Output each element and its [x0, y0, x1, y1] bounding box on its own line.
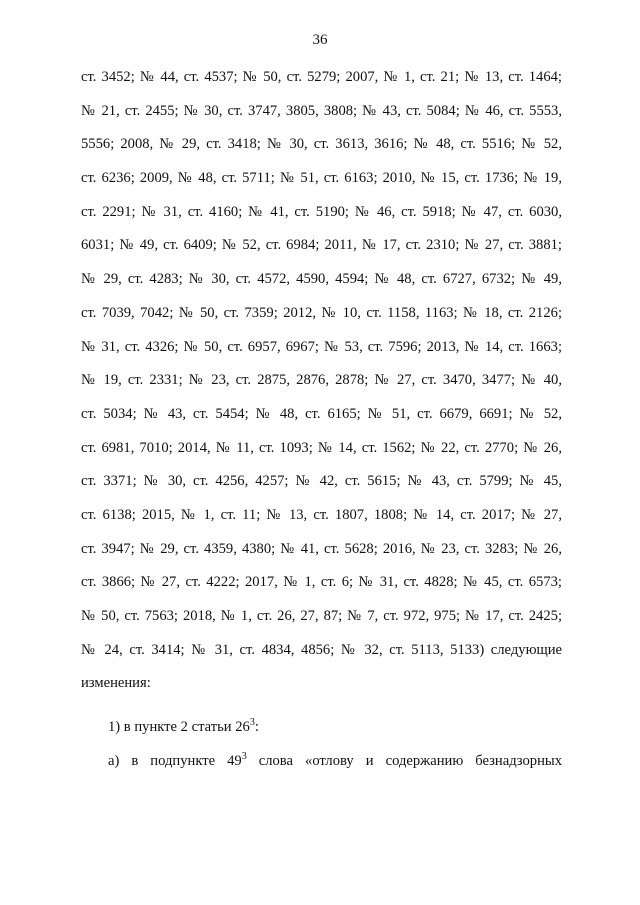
superscript: 3 [249, 717, 255, 728]
text-line: № 29, ст. 4283; № 30, ст. 4572, 4590, 4594; № 48, ст. 6727, 6732; № 49, [81, 271, 562, 288]
text-line: № 31, ст. 4326; № 50, ст. 6957, 6967; № 53, ст. 7596; 2013, № 14, ст. 1663; [81, 338, 562, 355]
text-line: ст. 6138; 2015, № 1, ст. 11; № 13, ст. 1807, 1808; № 14, ст. 2017; № 27, [81, 506, 562, 523]
subitem-prefix: а) в подпункте 49 [108, 753, 242, 769]
text-line: 5556; 2008, № 29, ст. 3418; № 30, ст. 3613, 3616; № 48, ст. 5516; № 52, [81, 136, 562, 153]
text-line: ст. 6236; 2009, № 48, ст. 5711; № 51, ст. 6163; 2010, № 15, ст. 1736; № 19, [81, 170, 562, 187]
text-line: ст. 3866; № 27, ст. 4222; 2017, № 1, ст. 6; № 31, ст. 4828; № 45, ст. 6573; [81, 574, 562, 591]
list-item-suffix: : [254, 719, 259, 735]
text-line: изменения: [81, 675, 151, 692]
text-line: № 21, ст. 2455; № 30, ст. 3747, 3805, 3808; № 43, ст. 5084; № 46, ст. 5553, [81, 102, 562, 119]
text-line: № 19, ст. 2331; № 23, ст. 2875, 2876, 2878; № 27, ст. 3470, 3477; № 40, [81, 372, 562, 389]
list-item-text: 1) в пункте 2 статьи 26 [108, 719, 250, 735]
text-line: ст. 6981, 7010; 2014, № 11, ст. 1093; № 14, ст. 1562; № 22, ст. 2770; № 26, [81, 439, 562, 456]
text-line: 6031; № 49, ст. 6409; № 52, ст. 6984; 2011, № 17, ст. 2310; № 27, ст. 3881; [81, 237, 562, 254]
text-line: ст. 5034; № 43, ст. 5454; № 48, ст. 6165; № 51, ст. 6679, 6691; № 52, [81, 405, 562, 422]
text-line: ст. 3371; № 30, ст. 4256, 4257; № 42, ст. 5615; № 43, ст. 5799; № 45, [81, 473, 562, 490]
text-line: ст. 7039, 7042; № 50, ст. 7359; 2012, № 10, ст. 1158, 1163; № 18, ст. 2126; [81, 304, 562, 321]
text-line: № 50, ст. 7563; 2018, № 1, ст. 26, 27, 87; № 7, ст. 972, 975; № 17, ст. 2425; [81, 608, 562, 624]
text-line: ст. 3452; № 44, ст. 4537; № 50, ст. 5279; 2007, № 1, ст. 21; № 13, ст. 1464; [81, 69, 562, 85]
subitem-text: слова «отлову и содержанию безнадзорных [246, 753, 562, 769]
page-number: 36 [312, 32, 328, 48]
document-paragraph [81, 66, 562, 706]
list-item-1 [108, 716, 259, 738]
superscript: 3 [241, 751, 247, 762]
text-line: ст. 3947; № 29, ст. 4359, 4380; № 41, ст. 5628; 2016, № 23, ст. 3283; № 26, [81, 540, 562, 557]
text-line: ст. 2291; № 31, ст. 4160; № 41, ст. 5190; № 46, ст. 5918; № 47, ст. 6030, [81, 203, 562, 220]
text-line: № 24, ст. 3414; № 31, ст. 4834, 4856; № 32, ст. 5113, 5133) следующие [81, 641, 562, 658]
subitem-a [108, 750, 562, 772]
